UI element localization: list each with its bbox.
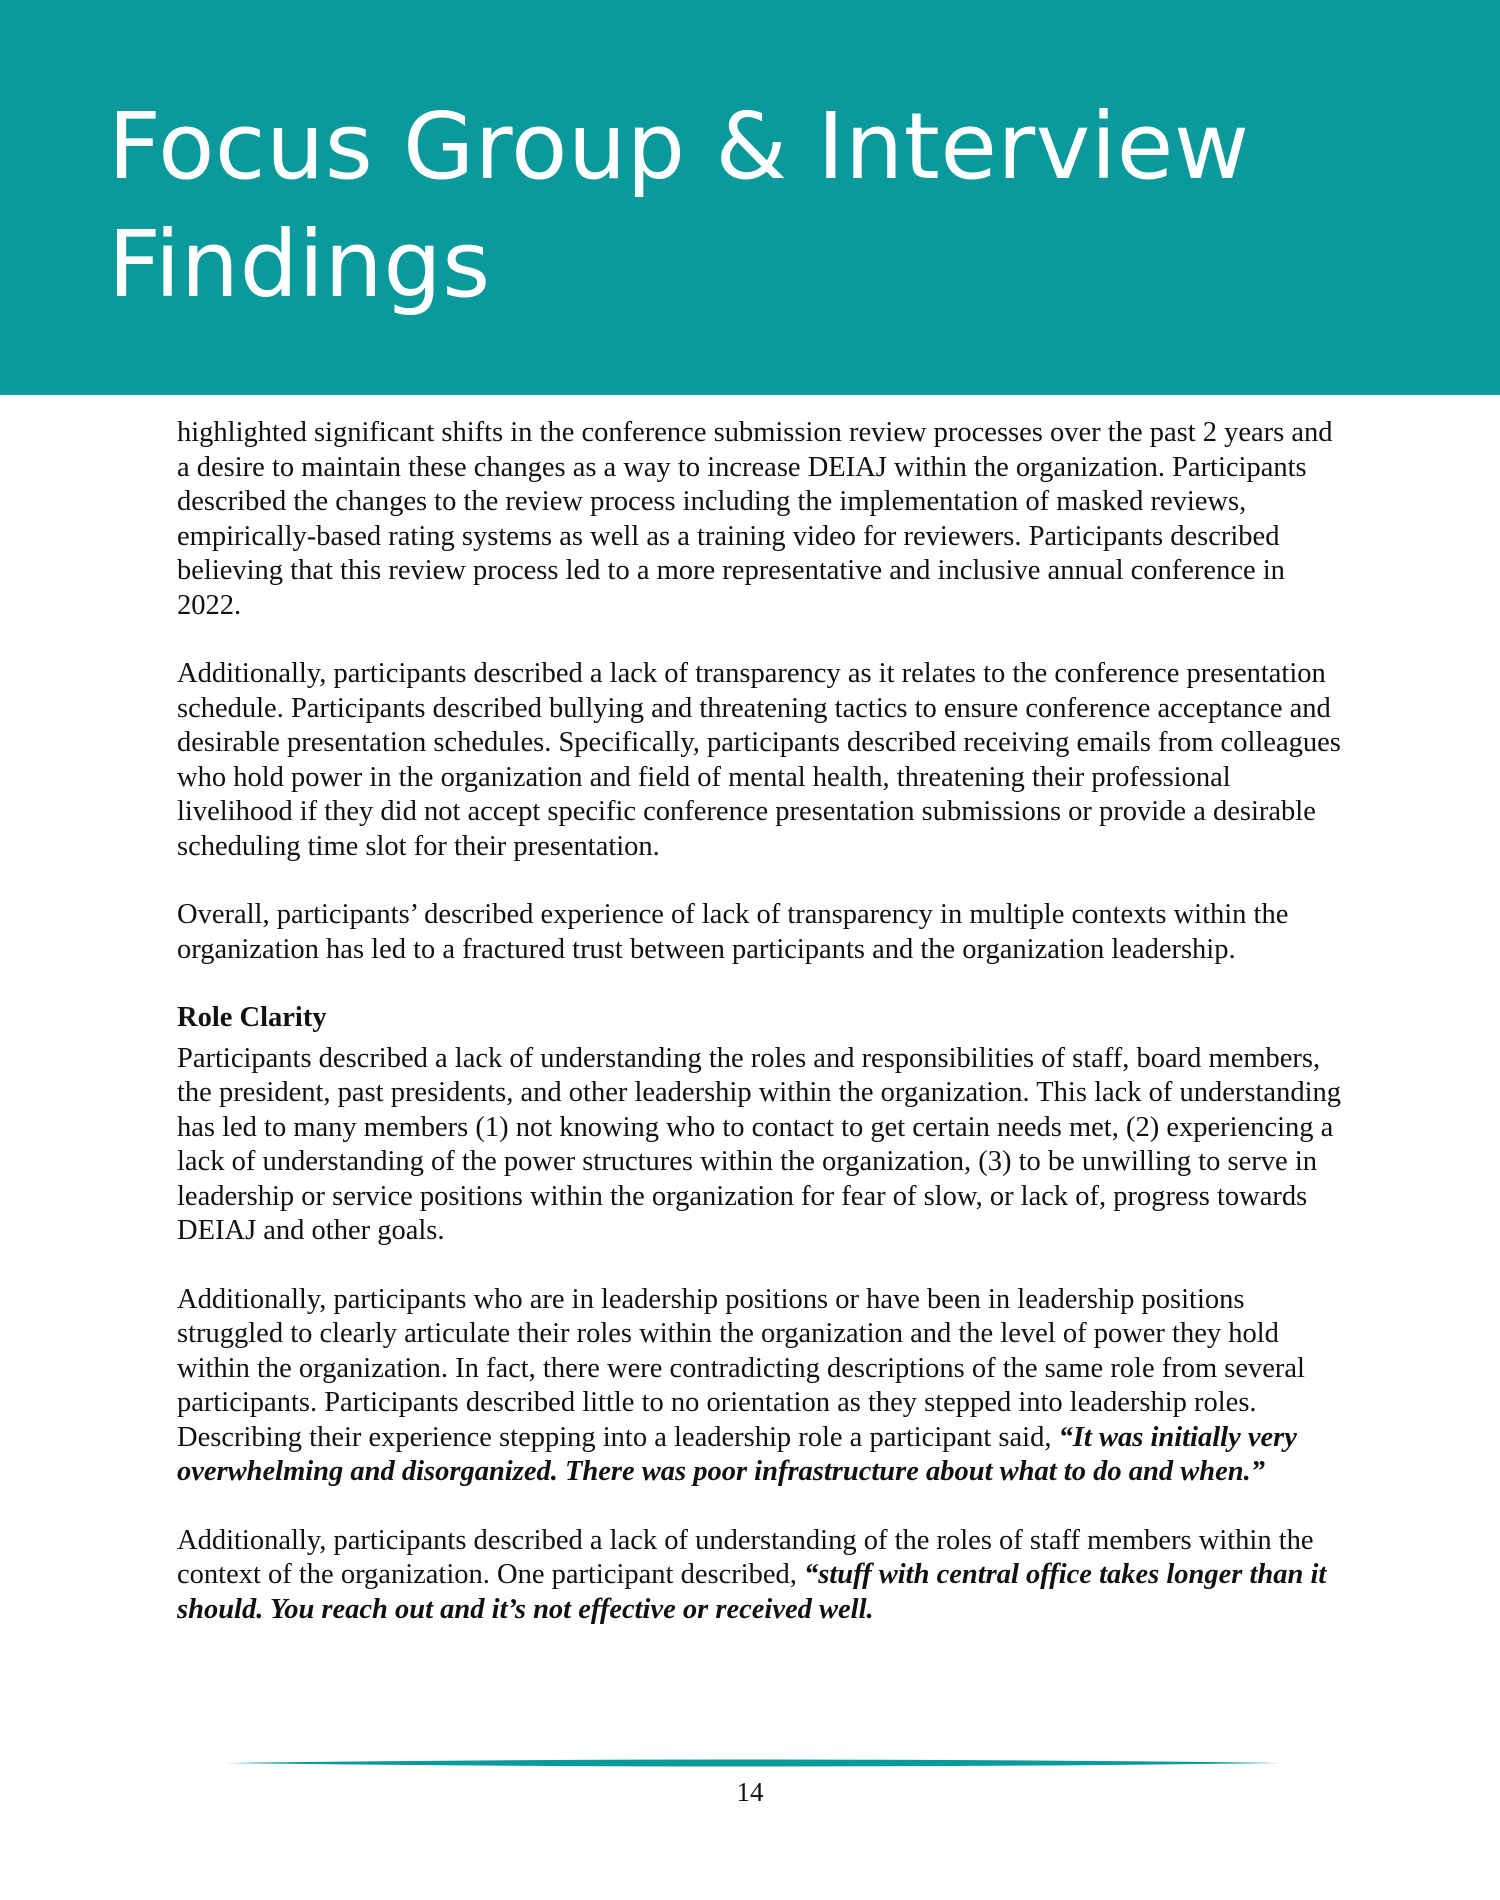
page-number: 14: [736, 1777, 764, 1807]
header-band: [0, 0, 1500, 395]
paragraph-role-understanding: Participants described a lack of understanding the roles and responsibilities of staff, board members, the president, past presidents, and other leadership within the organization. This lack of understanding has led to many members (1) not knowing who to contact to get certain needs met, (2) experiencing a lack of understanding of the power structures within the organization, (3) to be unwilling to serve in leadership or service positions within the organization for fear of slow, or lack of, progress towards DEIAJ and other goals.: [177, 1042, 1341, 1246]
paragraph-text: Additionally, participants described a lack of understanding of the roles of staff members within the context of the organization. One participant described,: [177, 1524, 1314, 1590]
paragraph-presentation-schedule: Additionally, participants described a lack of transparency as it relates to the conference presentation schedule. Participants described bullying and threatening tactics to ensure conference acceptance and desirable presentation schedules. Specifically, participants described receiving emails from colleagues who hold power in the organization and field of mental health, threatening their professional livelihood if they did not accept specific conference presentation submissions or provide a desirable scheduling time slot for their presentation.: [177, 658, 1341, 862]
paragraph-staff-roles: [177, 1524, 1352, 1628]
paragraph-text: Additionally, participants who are in leadership positions or have been in leadership positions struggled to clearly articulate their roles within the organization and the level of power they hold within the organization. In fact, there were contradicting descriptions of the same role from several participants. Participants described little to no orientation as they stepped into leadership roles. Describing their experience stepping into a leadership role a participant said,: [177, 1283, 1305, 1453]
participant-quote: “stuff with central office takes longer than it should. You reach out and it’s not effective or received well.: [177, 1559, 1327, 1625]
footer-divider-shape: [225, 1760, 1280, 1767]
footer-divider: [225, 1758, 1280, 1768]
paragraph-leadership-roles: [177, 1283, 1352, 1490]
paragraph-fractured-trust: Overall, participants’ described experience of lack of transparency in multiple contexts within the organization has led to a fractured trust between participants and the organization leadership.: [177, 899, 1289, 965]
page-title: Focus Group & Interview Findings: [108, 93, 1250, 318]
participant-quote: “It was initially very overwhelming and disorganized. There was poor infrastructure about what to do and when.”: [177, 1421, 1297, 1487]
document-body: [177, 416, 1352, 1661]
paragraph-review-process: highlighted significant shifts in the conference submission review processes over the past 2 years and a desire to maintain these changes as a way to increase DEIAJ within the organization. Participants described the changes to the review process including the implementation of masked reviews, empirically-based rating systems as well as a training video for reviewers. Participants described believing that this review process led to a more representative and inclusive annual conference in 2022.: [177, 417, 1333, 621]
section-heading-role-clarity: Role Clarity: [177, 1002, 327, 1033]
